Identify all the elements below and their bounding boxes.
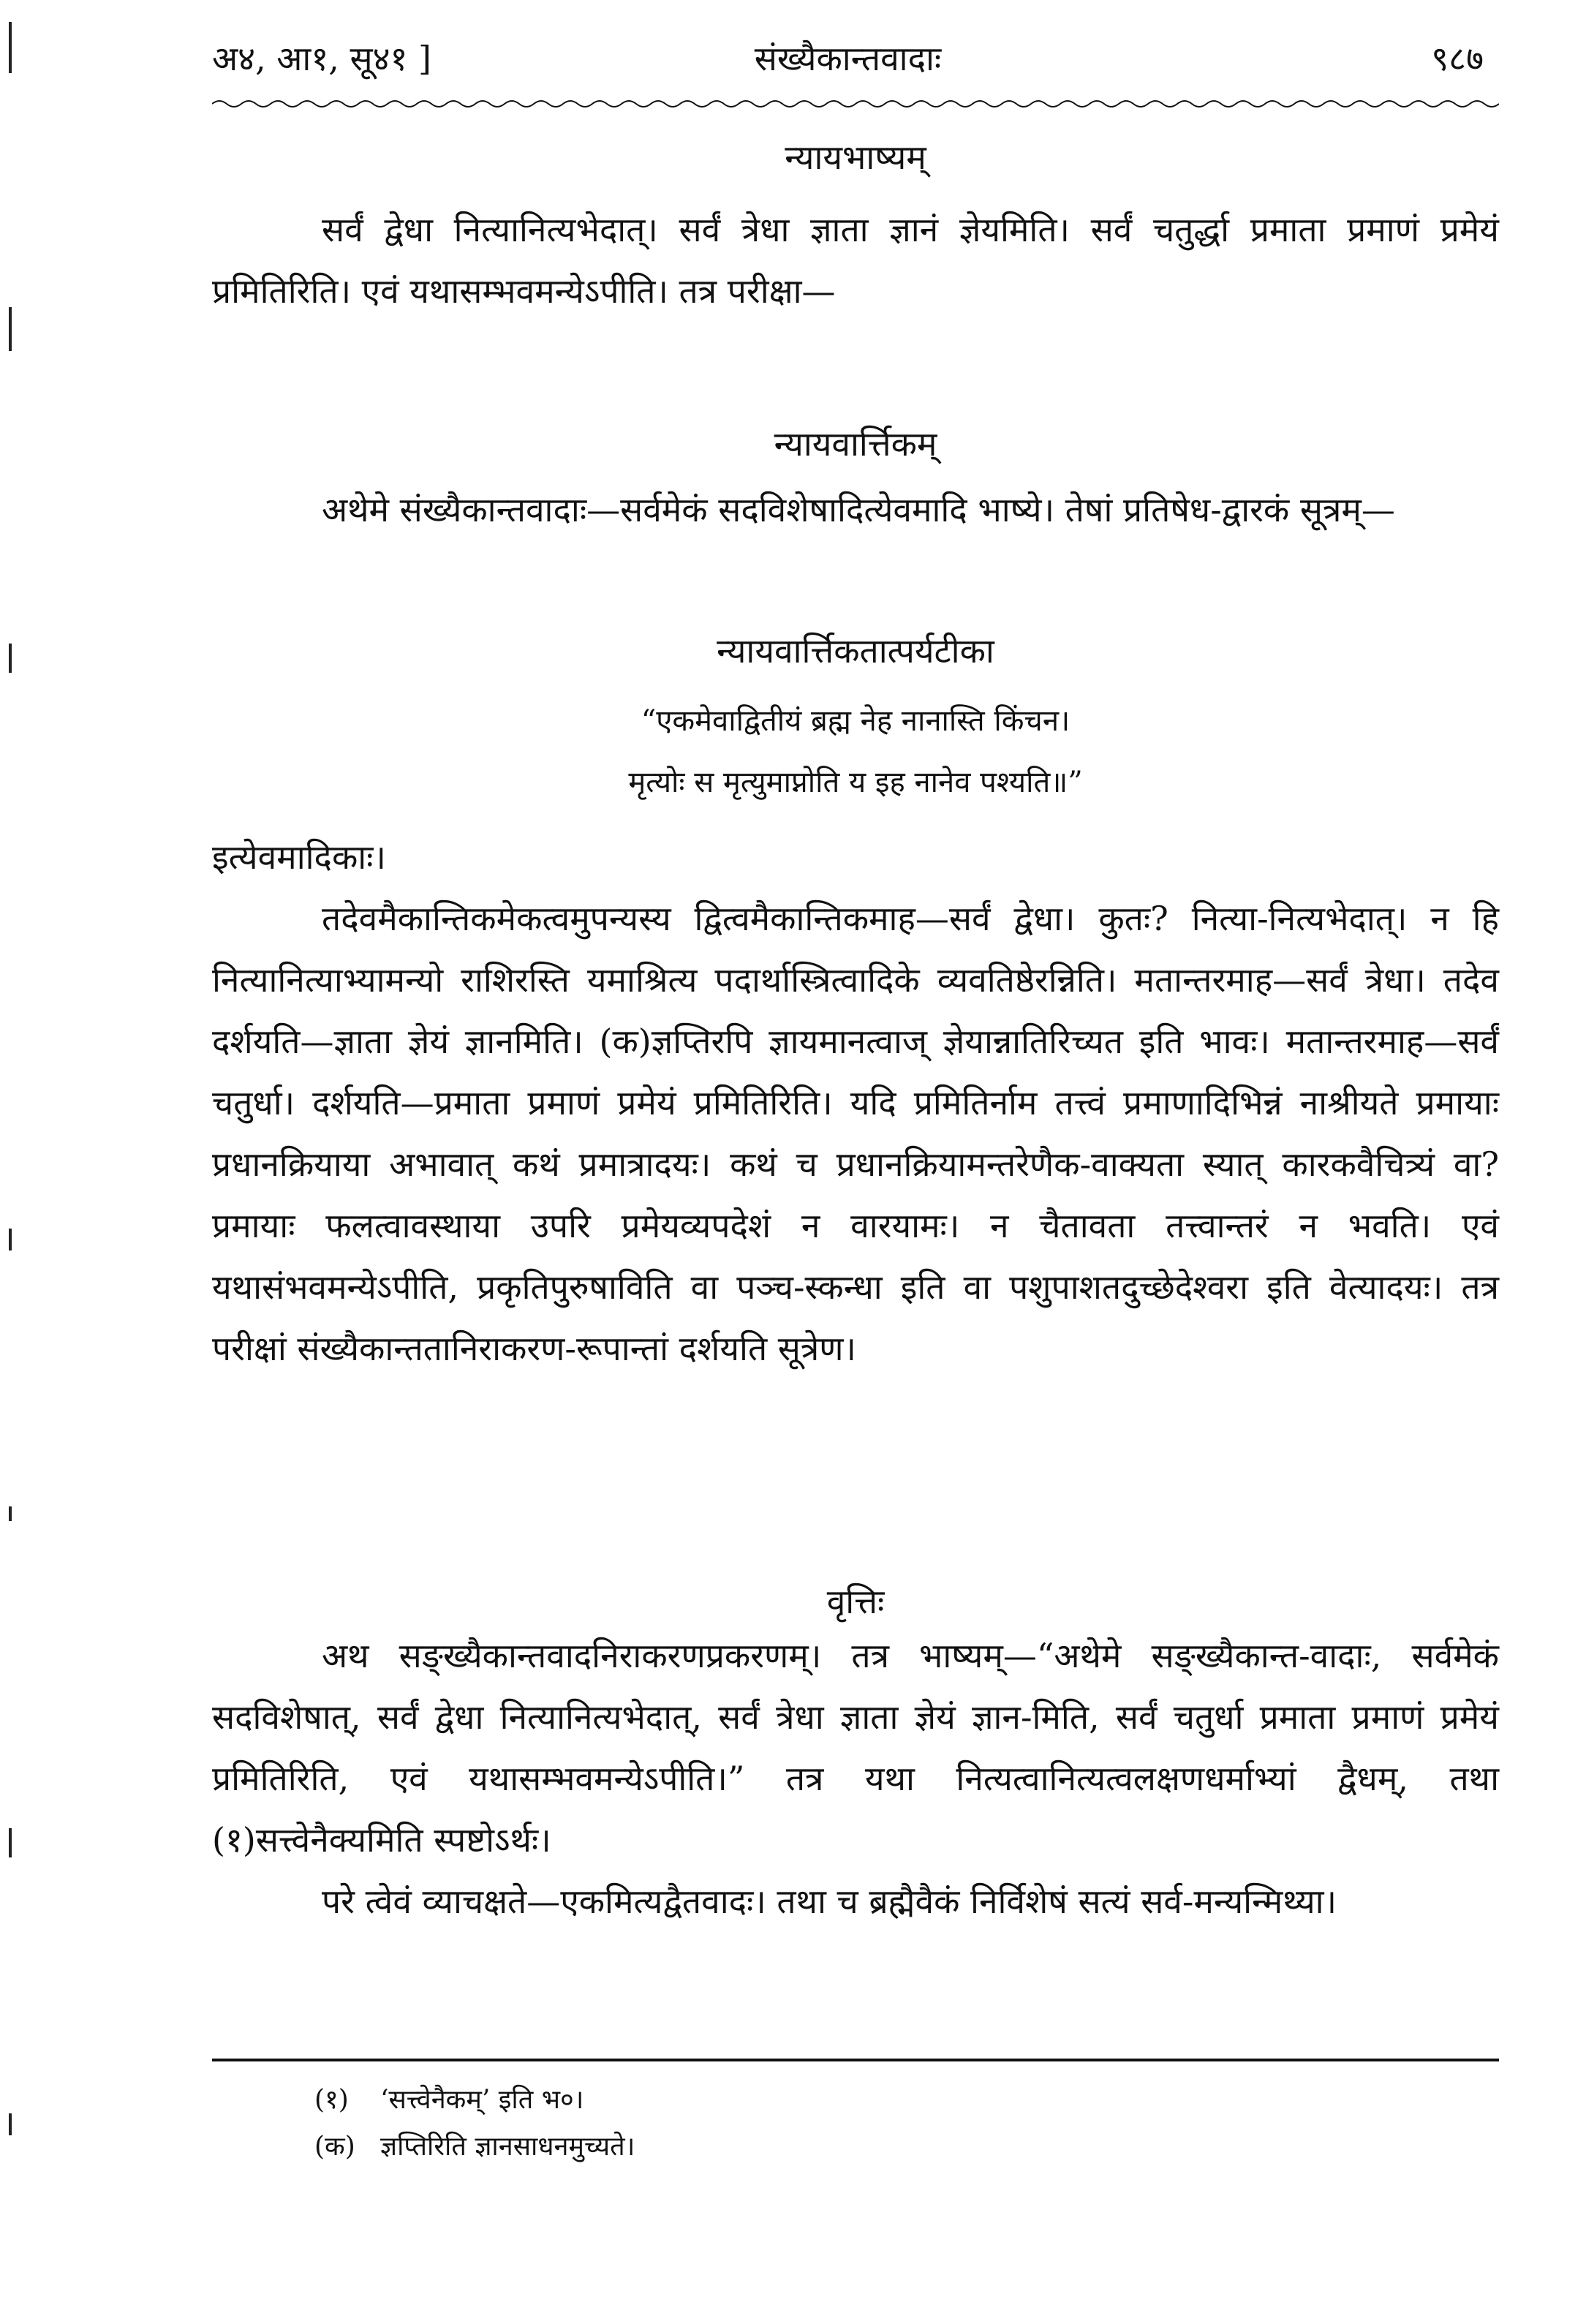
after-verse-line: इत्येवमादिकाः। — [212, 837, 386, 877]
heading-tatparya: न्यायवार्त्तिकतात्पर्यटीका — [717, 631, 994, 671]
nyayabhashya-paragraph: सर्वं द्वेधा नित्यानित्यभेदात्। सर्वं त्रेधा ज्ञाता ज्ञानं ज्ञेयमिति। सर्वं चतुर्द्धा प्रमाता प्रमाणं प्रमेयं प्रमितिरिति। एवं यथासम्भवमन्येऽपीति। तत्र परीक्षा— — [212, 210, 1499, 311]
footnote-text: ‘सत्त्वेनैकम्’ इति भ०। — [380, 2085, 584, 2115]
nyayavartika-text — [212, 479, 1499, 540]
footnote-2 — [314, 2124, 1411, 2170]
binding-speck — [9, 1506, 12, 1521]
vritti-text — [212, 1625, 1499, 1932]
running-header — [212, 29, 1484, 88]
header-title: संख्यैकान्तवादाः — [754, 39, 942, 78]
binding-speck — [9, 1229, 12, 1250]
binding-speck — [9, 1828, 12, 1857]
binding-speck — [9, 2113, 12, 2135]
verse-line-1: “एकमेवाद्वितीयं ब्रह्म नेह नानास्ति किंचन। — [641, 704, 1070, 738]
footnotes — [314, 2077, 1411, 2170]
page-number: ९८७ — [1431, 39, 1484, 78]
header-wavy-rule — [212, 97, 1499, 111]
quoted-verse — [212, 690, 1499, 813]
footnote-1 — [314, 2077, 1411, 2124]
vritti-paragraph-2: परे त्वेवं व्याचक्षते—एकमित्यद्वैतवादः। तथा च ब्रह्मैवैकं निर्विशेषं सत्यं सर्व-मन्यन्मिथ्या। — [322, 1882, 1337, 1921]
nyayabhashya-text — [212, 199, 1499, 322]
binding-marks — [4, 0, 19, 2324]
footnote-mark: (क) — [314, 2132, 355, 2162]
heading-nyayabhashya: न्यायभाष्यम् — [785, 137, 926, 177]
vritti-paragraph-1: अथ सङ्ख्यैकान्तवादनिराकरणप्रकरणम्। तत्र भाष्यम्—“अथेमे सङ्ख्यैकान्त-वादाः, सर्वमेकं सदविशेषात्, सर्वं द्वेधा नित्यानित्यभेदात्, सर्वं त्रेधा ज्ञाता ज्ञेयं ज्ञान-मिति, सर्वं चतुर्धा प्रमाता प्रमाणं प्रमेयं प्रमितिरिति, एवं यथासम्भवमन्येऽपीति।” तत्र यथा नित्यत्वानित्यत्वलक्षणधर्माभ्यां द्वैधम्, तथा (१)सत्त्वेनैक्यमिति स्पष्टोऽर्थः। — [212, 1636, 1499, 1860]
tatparya-text — [212, 826, 1499, 1379]
tatparya-paragraph: तदेवमैकान्तिकमेकत्वमुपन्यस्य द्वित्वमैकान्तिकमाह—सर्वं द्वेधा। कुतः? नित्या-नित्यभेदात्। न हि नित्यानित्याभ्यामन्यो राशिरस्ति यमाश्रित्य पदार्थास्त्रित्वादिके व्यवतिष्ठेरन्निति। मतान्तरमाह—सर्वं त्रेधा। तदेव दर्शयति—ज्ञाता ज्ञेयं ज्ञानमिति। (क)ज्ञप्तिरपि ज्ञायमानत्वाज् ज्ञेयान्नातिरिच्यत इति भावः। मतान्तरमाह—सर्वं चतुर्धा। दर्शयति—प्रमाता प्रमाणं प्रमेयं प्रमितिरिति। यदि प्रमितिर्नाम तत्त्वं प्रमाणादिभिन्नं नाश्रीयते प्रमायाः प्रधानक्रियाया अभावात् कथं प्रमात्रादयः। कथं च प्रधानक्रियामन्तरेणैक-वाक्यता स्यात् कारकवैचित्र्यं वा? प्रमायाः फलत्वावस्थाया उपरि प्रमेयव्यपदेशं न वारयामः। न चैतावता तत्त्वान्तरं न भवति। एवं यथासंभवमन्येऽपीति, प्रकृतिपुरुषाविति वा पञ्च-स्कन्धा इति वा पशुपाशतदुच्छेदेश्वरा इति वेत्यादयः। तत्र परीक्षां संख्यैकान्ततानिराकरण-रूपान्तां दर्शयति सूत्रेण। — [212, 899, 1499, 1368]
heading-vritti: वृत्तिः — [826, 1582, 885, 1621]
binding-speck — [9, 22, 12, 73]
binding-speck — [9, 644, 12, 673]
footnote-text: ज्ञप्तिरिति ज्ञानसाधनमुच्यते। — [380, 2132, 635, 2162]
header-reference: अ४, आ१, सू४१ ] — [212, 39, 431, 78]
nyayavartika-paragraph: अथेमे संख्यैकान्तवादाः—सर्वमेकं सदविशेषादित्येवमादि भाष्ये। तेषां प्रतिषेध-द्वारकं सूत्रम्— — [322, 490, 1395, 529]
verse-line-2: मृत्योः स मृत्युमाप्नोति य इह नानेव पश्यति॥” — [628, 766, 1083, 799]
heading-nyayavartika: न्यायवार्त्तिकम् — [774, 424, 937, 464]
footnote-rule — [212, 2059, 1499, 2061]
binding-speck — [9, 307, 12, 351]
footnote-mark: (१) — [314, 2085, 349, 2115]
